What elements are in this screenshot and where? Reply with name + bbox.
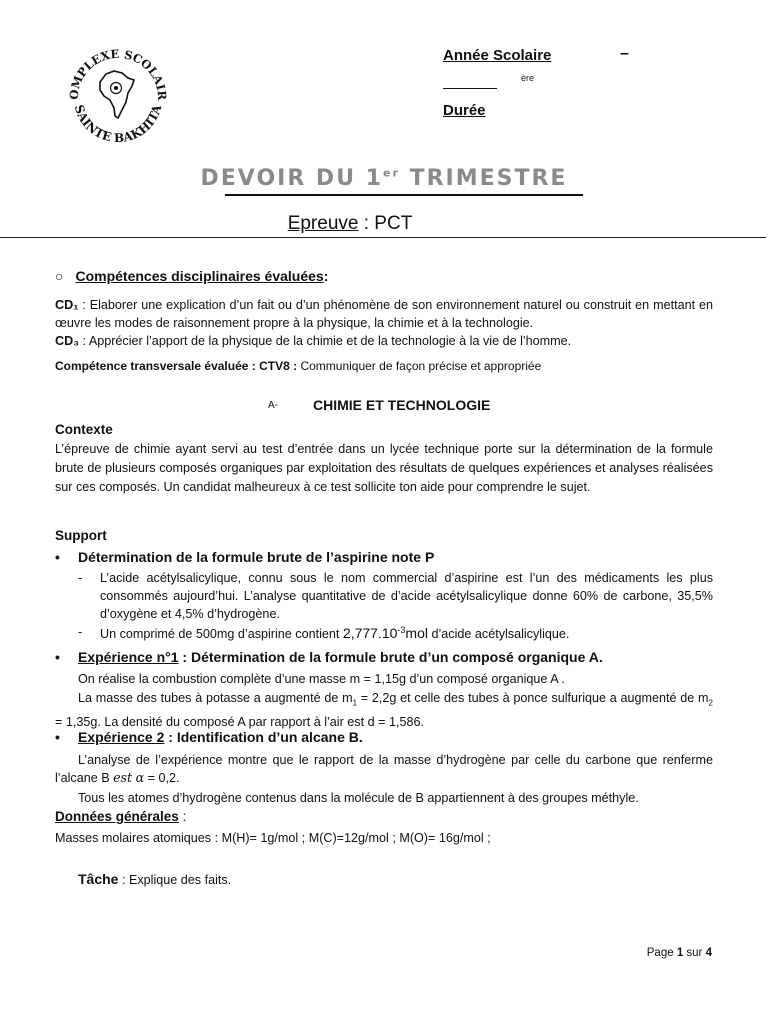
support-item-experience-1: • Expérience n°1 : Détermination de la formule brute d’un composé organique A. [55,649,603,665]
svg-text:SAINTE BAKHITA [72,102,165,145]
donnees-text: Masses molaires atomiques : M(H)= 1g/mol ; M(C)=12g/mol ; M(O)= 16g/mol ; [55,831,491,845]
donnees-heading: Données générales : [55,809,187,824]
title-underline [225,194,583,196]
page-number: Page 1 sur 4 [646,947,712,959]
page-title: DEVOIR DU 1er TRIMESTRE [200,166,568,191]
school-logo [62,38,174,150]
header-blank-line [443,88,497,89]
contexte-text: L’épreuve de chimie ayant servi au test d’entrée dans un lycée technique porte sur la détermination de la formule brute de plusieurs composés organiques par exploitation des résultats de quelques expériences et analyses réalisées sur ces composés. Un candidat malheureux à ce test sollicite ton aide pour comprendre le sujet. [55,442,713,494]
school-seal-icon [62,38,174,150]
aspirine-comprime: Un comprimé de 500mg d’aspirine contient $2,777.10^{-3}mol$ d’acide acétylsalicylique. [100,625,570,642]
cd3-paragraph: CD₃ : Apprécier l’apport de la physique de la chimie et de la technologie à la vie de l’homme. [55,334,572,348]
experience-2-line-2: Tous les atomes d’hydrogène contenus dans la molécule de B appartiennent à des groupes méthyle. [78,791,639,805]
cd1-paragraph: CD₁ : Elaborer une explication d’un fait ou d’un phénomène de son environnement naturel ou construit en mettant en œuvre les modes de raisonnement propre à la physique, la chimie et à la technologie. [55,298,713,330]
annee-scolaire-label: Année Scolaire [443,47,552,64]
header-divider [0,237,766,238]
contexte-heading: Contexte [55,422,113,437]
tache-line: Tâche : Explique des faits. [78,871,232,887]
experience-1-line-1: On réalise la combustion complète d’une masse m = 1,15g d’un composé organique A . [78,672,565,686]
competences-heading: ○ Compétences disciplinaires évaluées: [55,268,329,284]
competence-transversale: Compétence transversale évaluée : CTV8 : Communiquer de façon précise et appropriée [55,359,542,373]
support-item-experience-2: • Expérience 2 : Identification d’un alcane B. [55,729,363,745]
support-item-aspirine: • Détermination de la formule brute de l’aspirine note P [55,549,435,565]
aspirine-description: L’acide acétylsalicylique, connu sous le nom commercial d’aspirine est l’un des médicaments les plus consommés aujourd’hui. L’analyse quantitative de d’acide acétylsalicylique donne 60% de carbone, 35,5% d’oxygène et 4,5% d’hydrogène. [100,571,713,621]
duree-label: Durée [443,102,486,119]
epreuve-heading: Epreuve : PCT [287,213,413,234]
svg-text:COMPLEXE SCOLAIRE [62,38,169,101]
experience-2-line-1: L’analyse de l’expérience montre que le rapport de la masse d’hydrogène par celle du carbone que renferme l’alcane B est α = 0,2. [55,753,713,785]
experience-1-line-2: La masse des tubes à potasse a augmenté de $m_1 = 2,2g$ et celle des tubes à ponce sulfurique a augmenté de $m_2 = 1,35g$. La densité du composé A par rapport à l’air est d = 1,586. [55,691,713,729]
annee-dash: – [620,45,629,62]
section-a-title: CHIMIE ET TECHNOLOGIE [313,397,491,413]
section-a-letter: A- [268,400,278,411]
support-heading: Support [55,528,107,543]
ere-superscript: ère [521,73,535,83]
logo-bottom-text: SAINTE BAKHITA [71,103,165,146]
logo-top-text: OMPLEXE SCOLAIR [66,46,170,101]
